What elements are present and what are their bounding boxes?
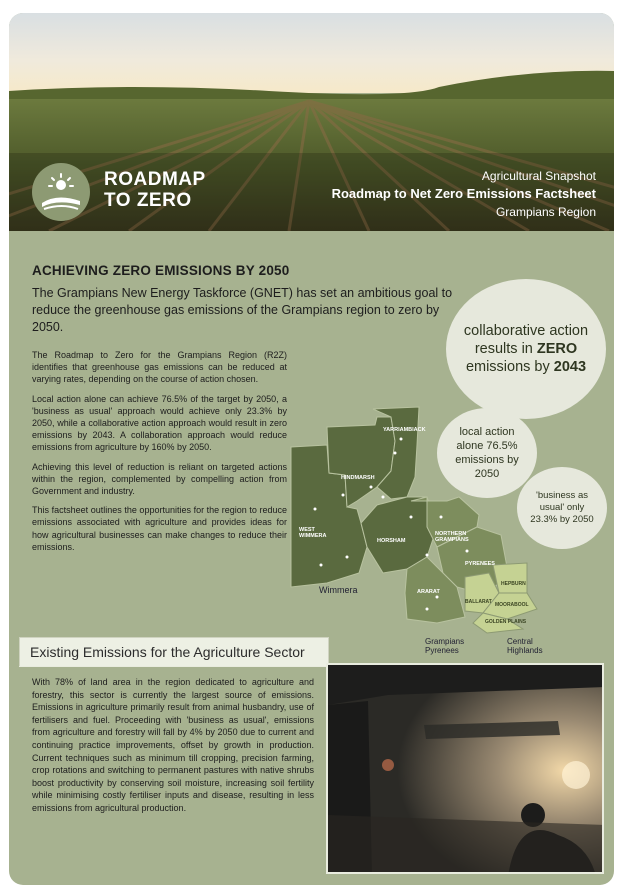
bubble-collaborative-action: collaborative action results in ZERO emissions by 2043 (446, 279, 606, 419)
map-region-northern-grampians: NORTHERN (435, 531, 467, 537)
hero-title-block (332, 167, 596, 221)
map-region-ararat: ARARAT (417, 589, 440, 595)
map-label-central-highlands: Central Highlands (507, 637, 543, 655)
map-label-grampians-pyrenees: Grampians Pyrenees (425, 637, 465, 655)
map-region-yarriambiack: YARRIAMBIACK (383, 427, 426, 433)
map-region-pyrenees: PYRENEES (465, 561, 495, 567)
section-heading-existing-emissions: Existing Emissions for the Agriculture Sector (19, 637, 329, 667)
svg-text:GRAMPIANS: GRAMPIANS (435, 537, 469, 543)
map-region-hepburn: HEPBURN (501, 581, 526, 587)
bubble-local-action: local action alone 76.5% emissions by 2050 (437, 408, 537, 498)
map-region-moorabool: MOORABOOL (495, 602, 529, 608)
svg-text:WIMMERA: WIMMERA (299, 533, 327, 539)
paragraph: Local action alone can achieve 76.5% of the target by 2050, a 'business as usual' approach would achieve only 23.3% by 2050, while a collaborative action approach would result in zero emissions by 2043. A collaboration approach would reduce emissions from agriculture by 160% by 2050. (32, 393, 287, 453)
map-region-golden-plains: GOLDEN PLAINS (485, 619, 527, 625)
paragraph: This factsheet outlines the opportunities for the region to reduce emissions associated with agriculture and provides ideas for how agricultural businesses can make changes to reduce their emissions. (32, 505, 287, 552)
map-region-ballarat: BALLARAT (465, 599, 492, 605)
body-column (32, 349, 287, 560)
intro-text: The Grampians New Energy Taskforce (GNET) has set an ambitious goal to reduce the greenhouse gas emissions of the Grampians region to zero by 2050. (32, 286, 453, 334)
hero-subtitle: Agricultural Snapshot (481, 169, 596, 183)
map-region-west-wimmera: WEST (299, 527, 315, 533)
map-region-hindmarsh: HINDMARSH (341, 475, 375, 481)
hero-title: Roadmap to Net Zero Emissions Factsheet (331, 186, 596, 201)
logo-sun-hills-icon (32, 163, 90, 221)
hero-region: Grampians Region (495, 205, 596, 219)
agriculture-body-text: With 78% of land area in the region dedicated to agriculture and forestry, this sector is currently the largest source of emissions. Emissions in agriculture primarily result from animal husbandry, use of fertilisers and fuel. Proceeding with 'business as usual', emissions from agriculture and forestry will fall by 4% by 2050 due to current and continuing practice improvements, offset by growth in production. Current techniques such as minimum till cropping, precision farming, crop rotations and switching to permanent pastures with native shrubs boost productivity by conserving soil moisture, increasing soil fertility while minimising costly fertiliser inputs and disease, resulting in less emissions from agricultural production. (32, 677, 314, 813)
paragraph: The Roadmap to Zero for the Grampians Region (R2Z) identifies that greenhouse gas emissions can be reduced at varying rates, depending on the course of action chosen. (32, 350, 287, 385)
hero-banner (9, 13, 614, 231)
factsheet-page (9, 13, 614, 885)
tractor-photo (326, 663, 604, 874)
map-region-horsham: HORSHAM (377, 538, 406, 544)
map-label-wimmera: Wimmera (319, 585, 358, 595)
logo-line-2: TO ZERO (104, 190, 192, 211)
bubble-business-as-usual: 'business as usual' only 23.3% by 2050 (517, 467, 607, 549)
paragraph: Achieving this level of reduction is reliant on targeted actions within the region, complemented by compelling action from Government and industry. (32, 461, 287, 497)
section-heading-zero-emissions: ACHIEVING ZERO EMISSIONS BY 2050 (32, 263, 290, 278)
logo-wordmark (104, 169, 206, 211)
logo-line-1: ROADMAP (104, 169, 206, 190)
